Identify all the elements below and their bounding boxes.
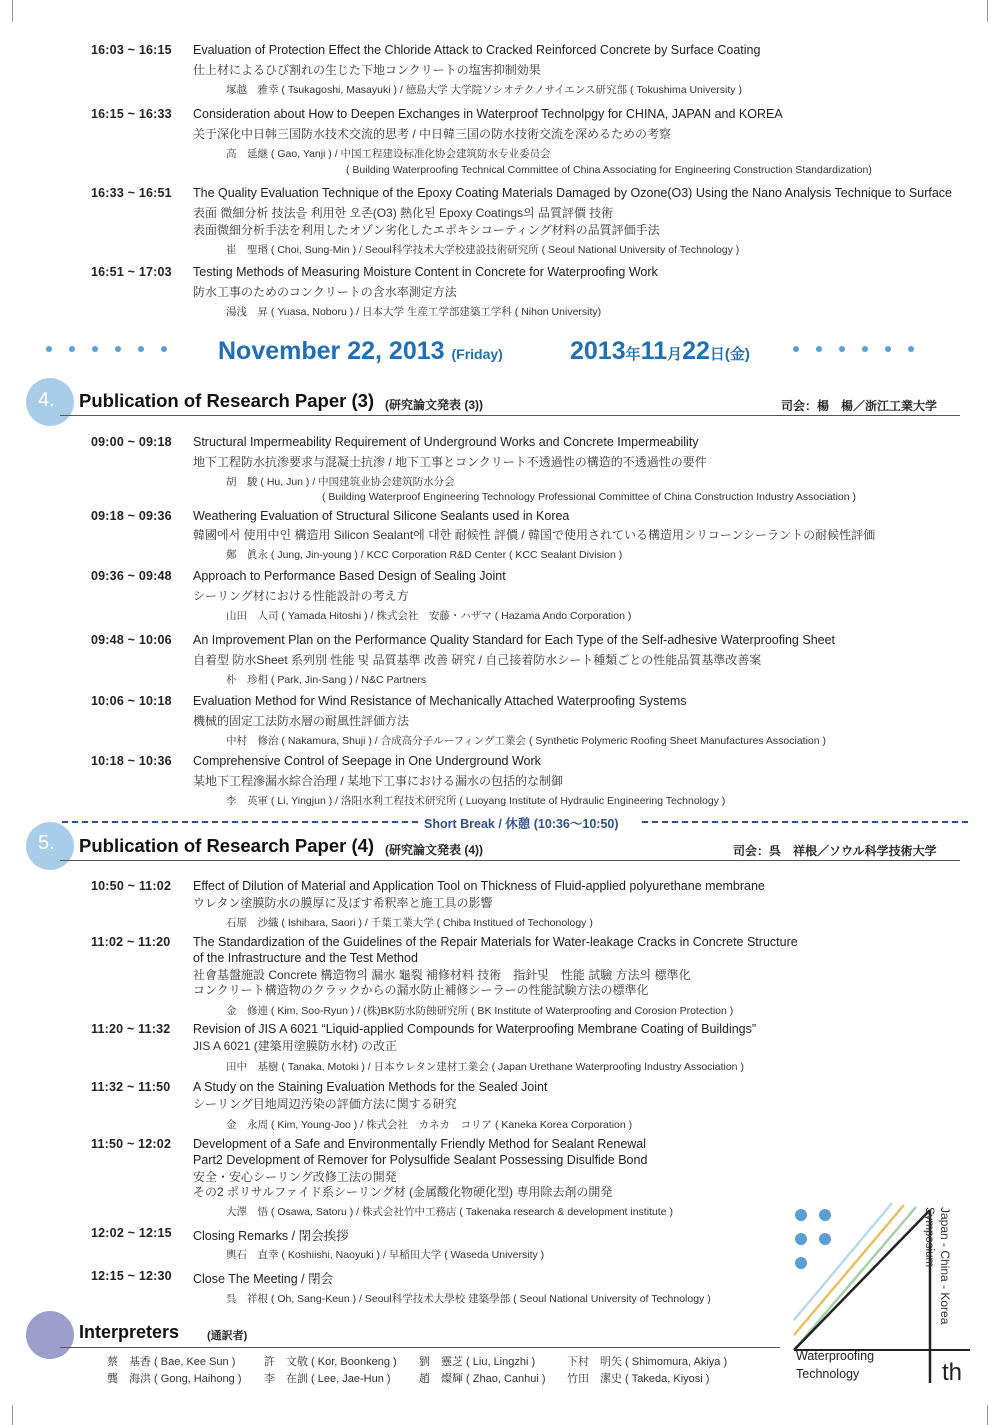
- section-subtitle: (研究論文発表 (3)): [385, 398, 483, 412]
- session-time: 16:33 ~ 16:51: [91, 186, 172, 200]
- logo-dot: [819, 1233, 831, 1245]
- interpreter-name: 劉 靈芝 ( Liu, Lingzhi ): [419, 1356, 536, 1368]
- session-subtitle: 仕上材によるひび割れの生じた下地コンクリートの塩害抑制効果: [193, 63, 541, 77]
- dot: [92, 346, 98, 352]
- date-english-weekday: (Friday): [451, 346, 503, 362]
- session-title: Weathering Evaluation of Structural Silicone Sealants used in Korea: [193, 509, 570, 523]
- session-title: An Improvement Plan on the Performance Quality Standard for Each Type of the Self-adhesive Waterproofing Sheet: [193, 633, 836, 647]
- dot: [793, 346, 799, 352]
- section-divider: [60, 860, 960, 861]
- session-title: Evaluation Method for Wind Resistance of Mechanically Attached Waterproofing Systems: [193, 694, 687, 708]
- session-title: Close The Meeting / 閉会: [193, 1272, 334, 1286]
- logo-dot: [795, 1209, 807, 1221]
- logo-vertical-title: [938, 1207, 952, 1357]
- session-title: Revision of JIS A 6021 “Liquid-applied Compounds for Waterproofing Membrane Coating of Buildings”: [193, 1022, 757, 1036]
- session-subtitle: コンクリート構造物のクラックからの漏水防止補修シーラーの性能試験方法の標準化: [193, 983, 649, 997]
- interpreters-circle: [26, 1311, 74, 1359]
- session-title: The Standardization of the Guidelines of the Repair Materials for Water-leakage Cracks in Concrete Structure: [193, 935, 798, 949]
- session-title: The Quality Evaluation Technique of the Epoxy Coating Materials Damaged by Ozone(O3) Using the Nano Analysis Technique to Surface: [193, 186, 952, 200]
- session-time: 11:20 ~ 11:32: [91, 1022, 171, 1036]
- session-title: Approach to Performance Based Design of Sealing Joint: [193, 569, 506, 583]
- session-title: Structural Impermeability Requirement of Underground Works and Concrete Impermeability: [193, 435, 699, 449]
- logo-edition-suffix: th: [942, 1359, 963, 1386]
- session-time: 11:32 ~ 11:50: [91, 1080, 171, 1094]
- session-subtitle: JIS A 6021 (建築用塗膜防水材) の改正: [193, 1039, 398, 1053]
- logo-stripe: [794, 1207, 916, 1350]
- date-ja-month-unit: 月: [667, 346, 683, 363]
- session-author: 朴 珍相 ( Park, Jin-Sang ) / N&C Partners: [226, 674, 427, 686]
- date-ja-day-unit: 日: [709, 346, 725, 363]
- session-time: 09:00 ~ 09:18: [91, 435, 172, 449]
- decorative-dots-left: [46, 346, 167, 352]
- session-subtitle: 表面微細分析手法を利用したオゾン劣化したエポキシコーティング材料の品質評価手法: [193, 223, 660, 237]
- date-ja-weekday: (金): [724, 346, 750, 363]
- session-time: 12:15 ~ 12:30: [91, 1269, 172, 1283]
- logo-dot: [795, 1233, 807, 1245]
- logo-dot: [819, 1209, 831, 1221]
- session-time: 16:15 ~ 16:33: [91, 107, 172, 121]
- section-title: Publication of Research Paper (3): [79, 390, 375, 411]
- session-author-affiliation: ( Building Waterproof Engineering Technology Professional Committee of China Construction Industry Association ): [322, 491, 857, 503]
- session-title: Testing Methods of Measuring Moisture Content in Concrete for Waterproofing Work: [193, 265, 658, 279]
- interpreter-name: 下村 明矢 ( Shimomura, Akiya ): [567, 1356, 728, 1368]
- logo-stripe: [794, 1205, 904, 1335]
- date-ja-day: 22: [682, 337, 710, 365]
- session-title: Consideration about How to Deepen Exchanges in Waterproof Technolpgy for CHINA, JAPAN and KOREA: [193, 107, 783, 121]
- session-subtitle: 社會基盤施設 Concrete 構造物의 漏水 龜裂 補修材料 技術 指針및 性能 試驗 方法의 標準化: [193, 968, 691, 982]
- session-author-affiliation: ( Building Waterproofing Technical Committee of China Associating for Engineering Construction Standardization): [346, 164, 872, 176]
- session-author: 中村 修治 ( Nakamura, Shuji ) / 合成高分子ルーフィング工業会 ( Synthetic Polymeric Roofing Sheet Manufactures Association ): [226, 735, 827, 747]
- logo-country-names: Japan - China - Korea: [938, 1207, 952, 1325]
- session-subtitle: シーリング目地周辺汚染の評価方法に関する研究: [193, 1097, 457, 1111]
- dot: [115, 346, 121, 352]
- logo-stripe: [794, 1210, 930, 1350]
- session-time: 10:18 ~ 10:36: [91, 754, 172, 768]
- session-author: 高 延継 ( Gao, Yanji ) / 中国工程建设标准化协会建筑防水专业委员会: [226, 148, 551, 160]
- session-author: 金 修連 ( Kim, Soo-Ryun ) / (株)BK防水防蝕研究所 ( BK Institute of Waterproofing and Corosion Protection ): [226, 1005, 734, 1017]
- session-subtitle: 機械的固定工法防水層の耐風性評価方法: [193, 714, 410, 728]
- session-author: 李 英軍 ( Li, Yingjun ) / 洛阳水利工程技术研究所 ( Luoyang Institute of Hydraulic Engineering Technology ): [226, 795, 726, 807]
- session-author: 山田 人司 ( Yamada Hitoshi ) / 株式会社 安藤・ハザマ ( Hazama Ando Corporation ): [226, 610, 632, 622]
- section-number: 5.: [38, 832, 55, 854]
- session-title-continued: Part2 Development of Remover for Polysulfide Sealant Possessing Disulfide Bond: [193, 1153, 648, 1167]
- session-author: 輿石 直幸 ( Koshiishi, Naoyuki ) / 早稲田大学 ( Waseda University ): [226, 1249, 545, 1261]
- session-subtitle: 某地下工程滲漏水綜合治理 / 某地下工事における漏水の包括的な制御: [193, 774, 564, 788]
- session-author: 大澤 悟 ( Osawa, Satoru ) / 株式会社竹中工務店 ( Takenaka research & development institute ): [226, 1206, 673, 1218]
- date-ja-year-unit: 年: [625, 346, 641, 363]
- session-subtitle: 表面 微細分析 技法을 利用한 오존(O3) 熱化된 Epoxy Coatings의 品質評價 技術: [193, 206, 614, 220]
- session-title: Effect of Dilution of Material and Application Tool on Thickness of Fluid-applied polyurethane membrane: [193, 879, 765, 893]
- session-time: 12:02 ~ 12:15: [91, 1226, 172, 1240]
- interpreter-name: 許 文敬 ( Kor, Boonkeng ): [264, 1356, 397, 1368]
- interpreter-name: 蔡 基香 ( Bae, Kee Sun ): [107, 1356, 236, 1368]
- session-author: 呉 祥根 ( Oh, Sang-Keun ) / Seoul科学技术大學校 建築學部 ( Seoul National University of Technology ): [226, 1293, 711, 1305]
- interpreter-name: 龔 海洪 ( Gong, Haihong ): [107, 1373, 242, 1385]
- logo-line-2: Technology: [796, 1367, 860, 1381]
- dot: [69, 346, 75, 352]
- logo-stripe: [794, 1203, 892, 1320]
- interpreter-name: 趙 燦輝 ( Zhao, Canhui ): [419, 1373, 546, 1385]
- section-chair: 司会：呉 祥根／ソウル科学技術大学: [733, 844, 937, 858]
- session-time: 11:50 ~ 12:02: [91, 1137, 172, 1151]
- section-divider: [60, 415, 960, 416]
- session-title-continued: of the Infrastructure and the Test Method: [193, 951, 418, 965]
- session-subtitle: 防水工事のためのコンクリートの含水率測定方法: [193, 285, 457, 299]
- crop-mark: [12, 1405, 13, 1425]
- session-time: 10:50 ~ 11:02: [91, 879, 172, 893]
- dot: [839, 346, 845, 352]
- crop-mark: [12, 0, 13, 22]
- crop-mark: [987, 1405, 988, 1425]
- session-time: 11:02 ~ 11:20: [91, 935, 171, 949]
- break-divider-left: [62, 821, 418, 823]
- decorative-dots-right: [793, 346, 914, 352]
- session-time: 09:18 ~ 09:36: [91, 509, 172, 523]
- section-number: 4.: [38, 389, 55, 411]
- interpreters-title: Interpreters: [79, 1322, 180, 1342]
- crop-mark: [987, 0, 988, 22]
- interpreters-subtitle: (通訳者): [207, 1330, 248, 1342]
- dot: [885, 346, 891, 352]
- session-time: 09:36 ~ 09:48: [91, 569, 172, 583]
- session-subtitle: 韓國에서 使用中인 構造用 Silicon Sealant에 대한 耐候性 評價 / 韓国で使用されている構造用シリコーンシーラントの耐候性評価: [193, 528, 876, 542]
- session-subtitle: 安全・安心シーリング改修工法の開発: [193, 1170, 397, 1184]
- break-divider-right: [642, 821, 968, 823]
- logo-dot: [795, 1257, 807, 1269]
- session-author: 塚越 雅幸 ( Tsukagoshi, Masayuki ) / 徳島大学 大学院ソシオテクノサイエンス研究部 ( Tokushima University ): [226, 84, 742, 96]
- session-author: 金 永周 ( Kim, Young-Joo ) / 株式会社 カネカ コリア ( Kaneka Korea Corporation ): [226, 1119, 633, 1131]
- dot: [908, 346, 914, 352]
- dot: [816, 346, 822, 352]
- session-time: 16:51 ~ 17:03: [91, 265, 172, 279]
- date-ja-month: 11: [640, 337, 668, 365]
- date-english: [218, 337, 503, 366]
- date-japanese: [570, 337, 750, 366]
- session-subtitle: 关于深化中日韩三国防水技术交流的思考 / 中日韓三国の防水技術交流を深めるための考察: [193, 127, 672, 141]
- short-break-label: Short Break / 休憩 (10:36〜10:50): [424, 817, 619, 831]
- dot: [46, 346, 52, 352]
- session-author: 石原 沙織 ( Ishihara, Saori ) / 千葉工業大学 ( Chiba Institued of Techonology ): [226, 917, 593, 929]
- session-time: 09:48 ~ 10:06: [91, 633, 172, 647]
- date-ja-year: 2013: [570, 337, 626, 365]
- section-chair: 司会：楊 楊／浙江工業大学: [781, 399, 938, 413]
- session-title: Development of a Safe and Environmentally Friendly Method for Sealant Renewal: [193, 1137, 647, 1151]
- session-subtitle: シーリング材における性能設計の考え方: [193, 589, 409, 603]
- logo-line-1: Waterproofing: [796, 1349, 875, 1363]
- session-time: 16:03 ~ 16:15: [91, 43, 172, 57]
- symposium-logo: [780, 1195, 980, 1395]
- interpreter-name: 李 在訓 ( Lee, Jae-Hun ): [264, 1373, 391, 1385]
- interpreter-name: 竹田 潔史 ( Takeda, Kiyosi ): [567, 1373, 710, 1385]
- session-time: 10:06 ~ 10:18: [91, 694, 172, 708]
- interpreters-divider: [60, 1347, 780, 1348]
- dot: [161, 346, 167, 352]
- session-subtitle: ウレタン塗膜防水の膜厚に及ぼす希釈率と施工具の影響: [193, 896, 493, 910]
- session-author: 崔 聖瑉 ( Choi, Sung-Min ) / Seoul科学技术大学校建設技術研究所 ( Seoul National University of Technology ): [226, 244, 740, 256]
- session-author: 田中 基樹 ( Tanaka, Motoki ) / 日本ウレタン建材工業会 ( Japan Urethane Waterproofing Industry Association ): [226, 1061, 744, 1073]
- dot: [138, 346, 144, 352]
- logo-symposium: Symposium: [923, 1207, 935, 1268]
- session-author: 胡 駿 ( Hu, Jun ) / 中国建筑业协会建筑防水分会: [226, 476, 455, 488]
- session-author: 湯浅 昇 ( Yuasa, Noboru ) / 日本大学 生産工学部建築工学科 ( Nihon University): [226, 306, 602, 318]
- section-title: Publication of Research Paper (4): [79, 835, 375, 856]
- session-title: A Study on the Staining Evaluation Methods for the Sealed Joint: [193, 1080, 548, 1094]
- dot: [862, 346, 868, 352]
- session-title: Evaluation of Protection Effect the Chloride Attack to Cracked Reinforced Concrete by Surface Coating: [193, 43, 761, 57]
- session-subtitle: 自着型 防水Sheet 系列別 性能 및 品質基準 改善 硏究 / 自己接着防水シート種類ごとの性能品質基準改善案: [193, 653, 762, 667]
- session-subtitle: その2 ポリサルファイド系シーリング材 (金属酸化物硬化型) 専用除去剤の開発: [193, 1185, 613, 1199]
- logo-vertical-subtitle: [923, 1207, 937, 1297]
- session-subtitle: 地下工程防水抗渗要求与混凝土抗渗 / 地下工事とコンクリート不透過性の構造的不透過性の要件: [193, 455, 707, 469]
- session-title: Comprehensive Control of Seepage in One Underground Work: [193, 754, 541, 768]
- session-author: 鄭 眞永 ( Jung, Jin-young ) / KCC Corporation R&D Center ( KCC Sealant Division ): [226, 549, 623, 561]
- session-title: Closing Remarks / 閉会挨拶: [193, 1229, 349, 1243]
- section-subtitle: (研究論文発表 (4)): [385, 843, 483, 857]
- date-english-text: November 22, 2013: [218, 337, 445, 365]
